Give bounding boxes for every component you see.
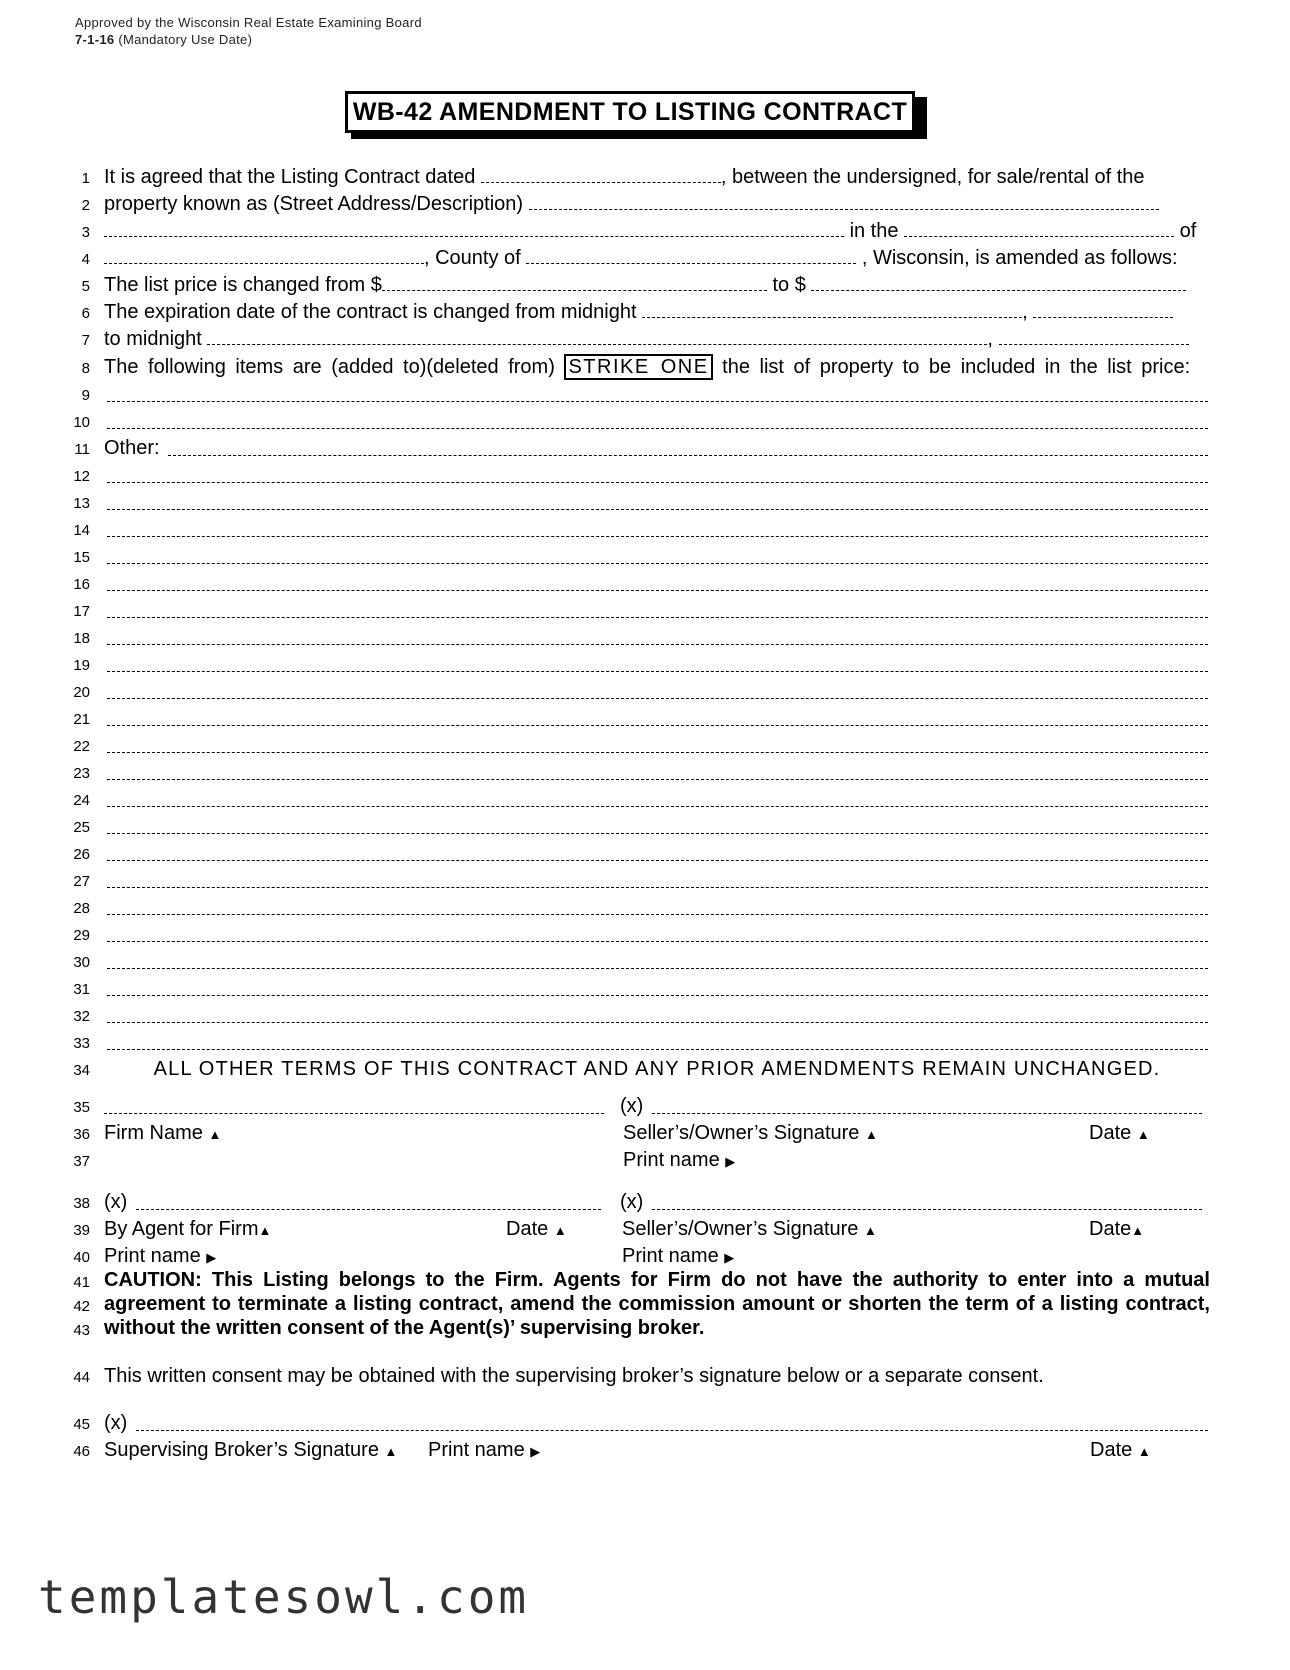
up-arrow-icon: ▲: [553, 1223, 567, 1238]
line-text: the list of property to be included in the list price:: [722, 356, 1191, 378]
line-24: [0, 786, 1290, 814]
line-text: , County of: [424, 247, 521, 269]
other-field[interactable]: [107, 887, 1208, 888]
date-code: 7-1-16: [75, 32, 115, 47]
items-field[interactable]: [107, 428, 1208, 429]
line-number: 6: [81, 305, 90, 322]
line-number: 2: [81, 197, 90, 214]
date-note: (Mandatory Use Date): [118, 32, 253, 47]
print-name-label: Print name: [428, 1439, 525, 1461]
right-arrow-icon: ▶: [725, 1154, 736, 1169]
broker-signature-field[interactable]: [136, 1430, 1208, 1431]
up-arrow-icon: ▲: [1136, 1127, 1150, 1142]
line-36: [0, 1120, 1290, 1148]
line-6: 6 The expiration date of the contract is changed from midnight ,: [0, 299, 1290, 327]
line-1: [0, 164, 1290, 192]
right-arrow-icon: ▶: [206, 1250, 217, 1265]
line-number: 12: [73, 468, 90, 485]
old-expiration-year-field[interactable]: [1033, 299, 1173, 318]
municipality-name-field[interactable]: [104, 245, 424, 264]
print-name-label: Print name: [104, 1245, 201, 1267]
line-18: [0, 624, 1290, 652]
other-field[interactable]: [107, 941, 1208, 942]
line-number: 4: [81, 251, 90, 268]
x-mark: (x): [104, 1412, 128, 1434]
right-arrow-icon: ▶: [530, 1444, 541, 1459]
line-number: 22: [73, 738, 90, 755]
line-17: [0, 597, 1290, 625]
line-number: 46: [73, 1443, 90, 1460]
x-mark: (x): [620, 1191, 644, 1213]
line-8: [0, 354, 1290, 382]
line-number: 28: [73, 900, 90, 917]
line-number: 25: [73, 819, 90, 836]
other-field[interactable]: [168, 455, 1208, 456]
line-number: 33: [73, 1035, 90, 1052]
date-label: Date: [1089, 1218, 1132, 1240]
other-field[interactable]: [107, 563, 1208, 564]
line-number: 38: [73, 1195, 90, 1212]
other-field[interactable]: [107, 1049, 1208, 1050]
broker-signature-label: Supervising Broker’s Signature: [104, 1439, 379, 1461]
contract-date-field[interactable]: [481, 164, 721, 183]
line-31: [0, 975, 1290, 1003]
line-text: , between the undersigned, for sale/rental of the: [720, 166, 1145, 188]
other-field[interactable]: [107, 806, 1208, 807]
up-arrow-icon: ▲: [863, 1223, 877, 1238]
other-field[interactable]: [107, 671, 1208, 672]
line-text: The list price is changed from $: [104, 274, 382, 296]
firm-name-label: Firm Name: [104, 1122, 203, 1144]
line-23: [0, 759, 1290, 787]
other-field[interactable]: [107, 860, 1208, 861]
other-field[interactable]: [107, 644, 1208, 645]
other-field[interactable]: [107, 1022, 1208, 1023]
line-9: [0, 381, 1290, 409]
items-field[interactable]: [107, 401, 1208, 402]
line-14: [0, 516, 1290, 544]
line-37: [0, 1147, 1290, 1175]
line-number: 14: [73, 522, 90, 539]
x-mark: (x): [620, 1095, 644, 1117]
line-number: 42: [73, 1298, 90, 1315]
line-number: 41: [73, 1274, 90, 1291]
line-35: [0, 1093, 1290, 1121]
line-text: , Wisconsin, is amended as follows:: [861, 247, 1178, 269]
line-number: 18: [73, 630, 90, 647]
line-number: 3: [81, 224, 90, 241]
line-21: [0, 705, 1290, 733]
seller-signature-label: Seller’s/Owner’s Signature: [622, 1218, 859, 1240]
line-number: 17: [73, 603, 90, 620]
line-28: [0, 894, 1290, 922]
line-16: [0, 570, 1290, 598]
county-field[interactable]: [526, 245, 856, 264]
line-29: [0, 921, 1290, 949]
line-number: 39: [73, 1222, 90, 1239]
line-number: 44: [73, 1369, 90, 1386]
line-number: 45: [73, 1416, 90, 1433]
line-25: [0, 813, 1290, 841]
seller-signature-field[interactable]: [652, 1209, 1202, 1210]
approval-text: Approved by the Wisconsin Real Estate Examining Board: [75, 15, 422, 30]
other-field[interactable]: [107, 725, 1208, 726]
line-5: [0, 272, 1290, 300]
other-field[interactable]: [107, 590, 1208, 591]
line-39: [0, 1216, 1290, 1244]
municipality-field[interactable]: [904, 218, 1174, 237]
line-text: to $: [772, 274, 806, 296]
new-expiration-year-field[interactable]: [999, 326, 1189, 345]
new-price-field[interactable]: [811, 272, 1186, 291]
other-field[interactable]: [107, 779, 1208, 780]
line-number: 21: [73, 711, 90, 728]
line-2: [0, 191, 1290, 219]
line-3: [0, 218, 1290, 246]
other-field[interactable]: [107, 509, 1208, 510]
line-32: [0, 1002, 1290, 1030]
other-field[interactable]: [107, 914, 1208, 915]
line-number: 40: [73, 1249, 90, 1266]
firm-name-field[interactable]: [104, 1113, 604, 1114]
line-10: [0, 408, 1290, 436]
line-text: property known as (Street Address/Description): [104, 193, 524, 215]
line-4: [0, 245, 1290, 273]
other-field[interactable]: [107, 698, 1208, 699]
line-number: 11: [74, 441, 90, 458]
seller-signature-label: Seller’s/Owner’s Signature: [623, 1122, 860, 1144]
line-12: [0, 462, 1290, 490]
line-number: 24: [73, 792, 90, 809]
other-field[interactable]: [107, 968, 1208, 969]
line-13: [0, 489, 1290, 517]
line-number: 16: [73, 576, 90, 593]
line-number: 27: [73, 873, 90, 890]
up-arrow-icon: ▲: [208, 1127, 222, 1142]
form-header: [75, 14, 422, 48]
new-expiration-field[interactable]: [207, 326, 987, 345]
line-33: [0, 1029, 1290, 1057]
date-label: Date: [506, 1218, 549, 1240]
line-19: [0, 651, 1290, 679]
up-arrow-icon: ▲: [864, 1127, 878, 1142]
form-title: WB-42 AMENDMENT TO LISTING CONTRACT: [345, 91, 915, 133]
date-label: Date: [1089, 1122, 1132, 1144]
line-text: The expiration date of the contract is changed from midnight: [104, 301, 637, 323]
line-text: The following items are (added to)(deleted from): [104, 356, 555, 378]
line-45: [0, 1410, 1290, 1438]
line-22: [0, 732, 1290, 760]
line-number: 32: [73, 1008, 90, 1025]
other-field[interactable]: [107, 617, 1208, 618]
x-mark: (x): [104, 1191, 128, 1213]
watermark: templatesowl.com: [38, 1570, 530, 1624]
unchanged-statement: ALL OTHER TERMS OF THIS CONTRACT AND ANY PRIOR AMENDMENTS REMAIN UNCHANGED.: [153, 1058, 1161, 1080]
agent-signature-field[interactable]: [136, 1209, 601, 1210]
line-20: [0, 678, 1290, 706]
line-30: [0, 948, 1290, 976]
other-field[interactable]: [107, 482, 1208, 483]
line-46: [0, 1437, 1290, 1465]
print-name-label: Print name: [623, 1149, 720, 1171]
line-text: Other:: [104, 437, 160, 459]
agent-label: By Agent for Firm: [104, 1218, 259, 1240]
up-arrow-icon: ▲: [1131, 1223, 1145, 1238]
seller-signature-field[interactable]: [652, 1113, 1202, 1114]
line-number: 36: [73, 1126, 90, 1143]
line-7: 7 to midnight ,: [0, 326, 1290, 354]
line-number: 15: [73, 549, 90, 566]
address-continued-field[interactable]: [104, 218, 844, 237]
line-15: [0, 543, 1290, 571]
caution-block: [0, 1268, 1290, 1348]
up-arrow-icon: ▲: [258, 1223, 272, 1238]
line-number: 37: [73, 1153, 90, 1170]
line-number: 35: [73, 1099, 90, 1116]
line-38: [0, 1189, 1290, 1217]
line-text: to midnight: [104, 328, 202, 350]
title-box: [345, 91, 915, 133]
line-40: [0, 1243, 1290, 1271]
print-name-label: Print name: [622, 1245, 719, 1267]
line-number: 1: [81, 170, 90, 187]
old-price-field[interactable]: [382, 272, 767, 291]
line-number: 8: [81, 360, 90, 377]
line-number: 26: [73, 846, 90, 863]
line-text: of: [1179, 220, 1197, 242]
old-expiration-field[interactable]: [642, 299, 1022, 318]
line-text: It is agreed that the Listing Contract dated: [104, 166, 476, 188]
line-34: [0, 1056, 1290, 1084]
line-text: in the: [849, 220, 899, 242]
caution-text: CAUTION: This Listing belongs to the Firm. Agents for Firm do not have the authority to enter into a mutual agreement to terminate a listing contract, amend the commission amount or shorten the term of a listing contract, without the written consent of the Agent(s)’ supervising broker.: [104, 1269, 1210, 1339]
line-27: [0, 867, 1290, 895]
line-number: 10: [73, 414, 90, 431]
consent-text: This written consent may be obtained with the supervising broker’s signature below or a separate consent.: [104, 1365, 1044, 1387]
other-field[interactable]: [107, 833, 1208, 834]
line-number: 5: [81, 278, 90, 295]
line-44: [0, 1363, 1290, 1391]
date-label: Date: [1090, 1439, 1133, 1461]
strike-one-box: STRIKE ONE: [564, 354, 712, 380]
line-number: 43: [73, 1322, 90, 1339]
line-number: 9: [81, 387, 90, 404]
line-26: [0, 840, 1290, 868]
up-arrow-icon: ▲: [1137, 1444, 1151, 1459]
line-number: 7: [81, 332, 90, 349]
line-11: [0, 435, 1290, 463]
line-number: 23: [73, 765, 90, 782]
line-number: 20: [73, 684, 90, 701]
up-arrow-icon: ▲: [384, 1444, 398, 1459]
line-number: 34: [73, 1062, 90, 1079]
date-code-line: [75, 31, 422, 48]
right-arrow-icon: ▶: [724, 1250, 735, 1265]
line-number: 13: [73, 495, 90, 512]
line-number: 29: [73, 927, 90, 944]
line-number: 30: [73, 954, 90, 971]
other-field[interactable]: [107, 752, 1208, 753]
other-field[interactable]: [107, 536, 1208, 537]
line-number: 31: [73, 981, 90, 998]
line-number: 19: [73, 657, 90, 674]
other-field[interactable]: [107, 995, 1208, 996]
street-address-field[interactable]: [529, 191, 1159, 210]
